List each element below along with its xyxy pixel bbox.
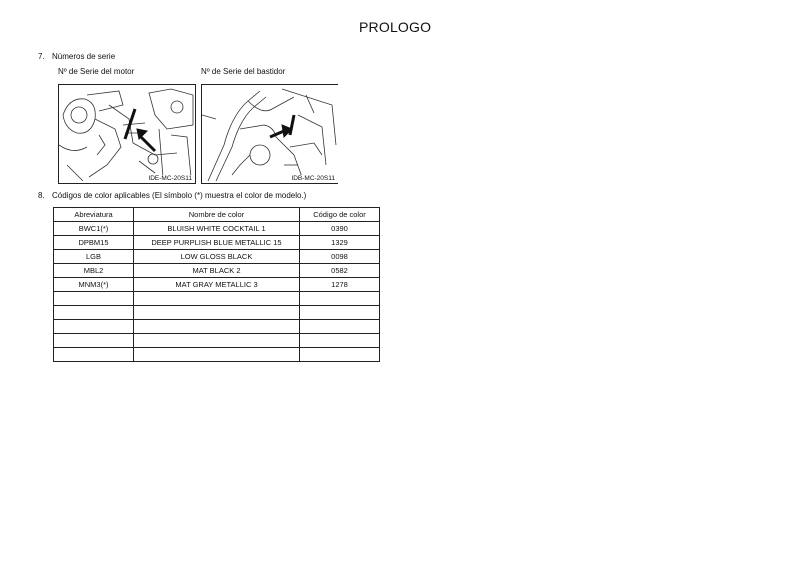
engine-illustration: [59, 85, 195, 183]
table-row: [54, 348, 380, 362]
cell-color-code: 0390: [300, 222, 380, 236]
engine-serial-caption: Nº de Serie del motor: [58, 67, 135, 76]
cell-color-name: DEEP PURPLISH BLUE METALLIC 15: [134, 236, 300, 250]
cell-color-name: LOW GLOSS BLACK: [134, 250, 300, 264]
cell-color-name: [134, 334, 300, 348]
cell-color-code: 1329: [300, 236, 380, 250]
cell-color-name: [134, 292, 300, 306]
cell-color-code: 0582: [300, 264, 380, 278]
engine-serial-figure: [58, 84, 196, 184]
cell-abbreviation: [54, 334, 134, 348]
cell-color-name: BLUISH WHITE COCKTAIL 1: [134, 222, 300, 236]
cell-abbreviation: LGB: [54, 250, 134, 264]
cell-color-name: MAT GRAY METALLIC 3: [134, 278, 300, 292]
cell-color-code: 0098: [300, 250, 380, 264]
section-8-number: 8.: [38, 191, 45, 200]
column-header-abbreviation: Abreviatura: [54, 208, 134, 222]
cell-color-code: [300, 292, 380, 306]
table-row: [54, 236, 380, 250]
cell-color-code: [300, 334, 380, 348]
cell-color-name: MAT BLACK 2: [134, 264, 300, 278]
section-7-number: 7.: [38, 52, 45, 61]
table-row: [54, 250, 380, 264]
cell-color-code: 1278: [300, 278, 380, 292]
cell-color-name: [134, 320, 300, 334]
cell-color-code: [300, 306, 380, 320]
table-row: [54, 320, 380, 334]
cell-abbreviation: [54, 348, 134, 362]
section-7-heading: [38, 52, 115, 61]
table-header-row: [54, 208, 380, 222]
frame-serial-caption: Nº de Serie del bastidor: [201, 67, 286, 76]
table-row: [54, 278, 380, 292]
table-row: [54, 334, 380, 348]
frame-figure-code: IDB-MC-20S11: [291, 175, 335, 182]
cell-abbreviation: [54, 320, 134, 334]
cell-color-name: [134, 306, 300, 320]
cell-color-code: [300, 320, 380, 334]
engine-figure-code: IDE-MC-20S11: [148, 175, 192, 182]
frame-serial-figure: [201, 84, 338, 184]
cell-abbreviation: DPBM15: [54, 236, 134, 250]
cell-abbreviation: MNM3(*): [54, 278, 134, 292]
section-8-title: Códigos de color aplicables (El símbolo (*) muestra el color de modelo.): [52, 191, 307, 200]
section-7-title: Números de serie: [52, 52, 116, 61]
table-row: [54, 306, 380, 320]
column-header-color-code: Código de color: [300, 208, 380, 222]
color-codes-table: [53, 207, 380, 362]
column-header-color-name: Nombre de color: [134, 208, 300, 222]
cell-abbreviation: BWC1(*): [54, 222, 134, 236]
cell-abbreviation: [54, 292, 134, 306]
table-row: [54, 264, 380, 278]
frame-illustration: [202, 85, 338, 183]
section-8-heading: [38, 191, 306, 200]
cell-abbreviation: [54, 306, 134, 320]
table-row: [54, 292, 380, 306]
cell-abbreviation: MBL2: [54, 264, 134, 278]
table-row: [54, 222, 380, 236]
page-title: PROLOGO: [359, 19, 432, 35]
cell-color-name: [134, 348, 300, 362]
cell-color-code: [300, 348, 380, 362]
